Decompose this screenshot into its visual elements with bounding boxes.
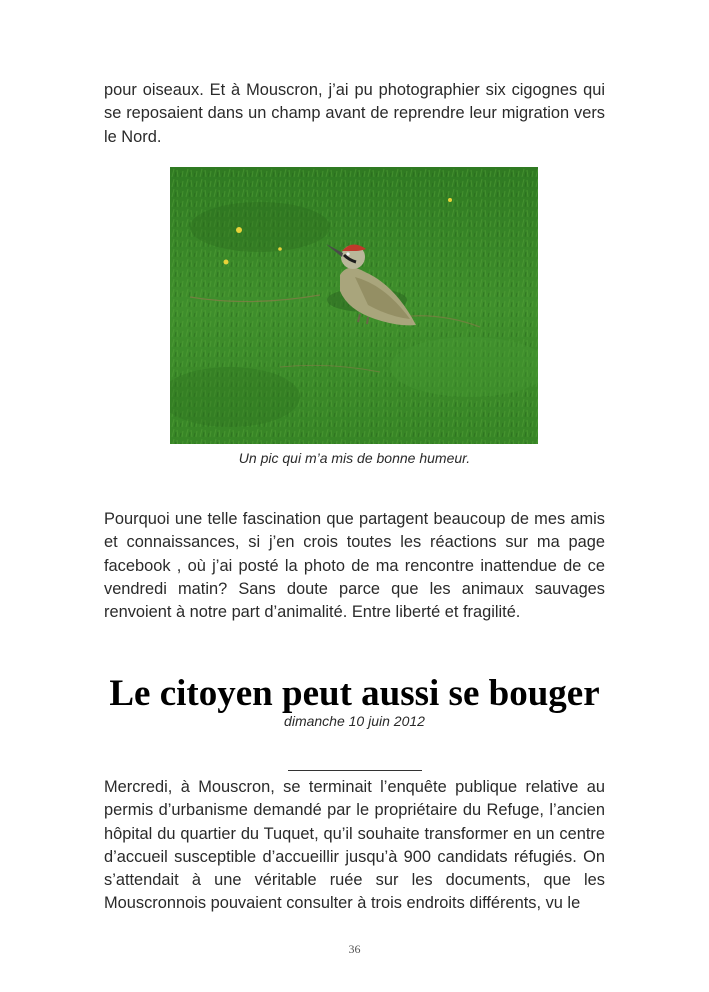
page-number: 36 bbox=[348, 942, 361, 956]
divider-rule bbox=[288, 770, 422, 771]
paragraph-article-start: Mercredi, à Mouscron, se terminait l’enquête publique relative au permis d’urbanisme demandé par le propriétaire du Refuge, l’ancien hôpital du quartier du Tuquet, qu’il souhaite transformer en un centre d’accueil susceptible d’accueillir jusqu’à 900 candidats réfugiés. On s’attendait à une véritable ruée sur les documents, que les Mouscronnois pouvaient consulter à trois endroits différents, vu le bbox=[104, 778, 605, 913]
paragraph-fascination: Pourquoi une telle fascination que partagent beaucoup de mes amis et connaissances, si j’en crois toutes les réactions sur ma page facebook , où j’ai posté la photo de ma rencontre inattendue de ce vendredi matin? Sans doute parce que les animaux sauvages renvoient à notre part d’animalité. Entre liberté et fragilité. bbox=[104, 510, 605, 622]
paragraph-intro: pour oiseaux. Et à Mouscron, j’ai pu photographier six cigognes qui se reposaient dans un champ avant de reprendre leur migration vers le Nord. bbox=[104, 81, 605, 146]
photo-caption: Un pic qui m’a mis de bonne humeur. bbox=[238, 450, 471, 466]
article-title: Le citoyen peut aussi se bouger bbox=[109, 673, 600, 714]
woodpecker-photo bbox=[170, 167, 538, 444]
article-date: dimanche 10 juin 2012 bbox=[284, 713, 425, 729]
